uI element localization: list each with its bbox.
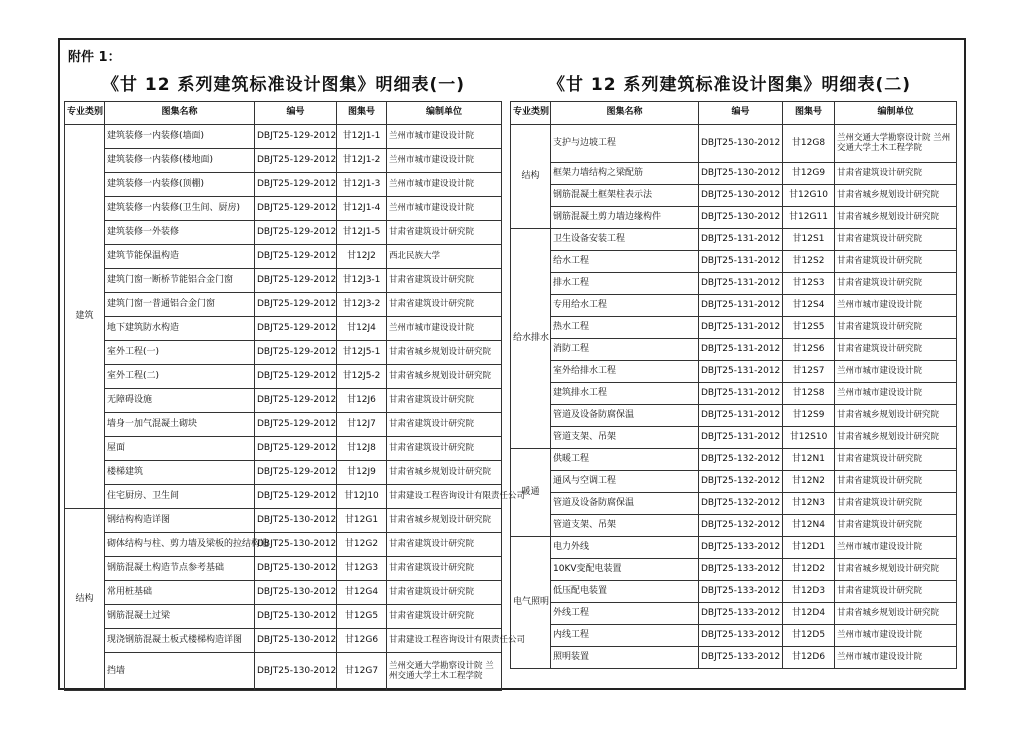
atlas-name-cell: 钢筋混凝土框架柱表示法 (551, 185, 699, 207)
atlas-name-cell: 通风与空调工程 (551, 471, 699, 493)
table-row (65, 629, 502, 653)
atlas-name-cell: 框架力墙结构之梁配筋 (551, 163, 699, 185)
atlas-no-cell: 甘12G3 (337, 557, 387, 581)
atlas-name-cell: 供暖工程 (551, 449, 699, 471)
table-row (65, 317, 502, 341)
code-cell: DBJT25-129-2012 (255, 149, 337, 173)
atlas-no-cell: 甘12D3 (783, 581, 835, 603)
code-cell: DBJT25-133-2012 (699, 647, 783, 669)
category-cell: 建筑 (65, 125, 105, 509)
code-cell: DBJT25-131-2012 (699, 427, 783, 449)
code-cell: DBJT25-130-2012 (699, 125, 783, 163)
atlas-name-cell: 低压配电装置 (551, 581, 699, 603)
atlas-name-cell: 支护与边坡工程 (551, 125, 699, 163)
editor-cell: 甘肃省城乡规划设计研究院 (835, 207, 957, 229)
code-cell: DBJT25-133-2012 (699, 581, 783, 603)
table-row (511, 251, 957, 273)
atlas-name-cell: 给水工程 (551, 251, 699, 273)
code-cell: DBJT25-131-2012 (699, 383, 783, 405)
atlas-no-cell: 甘12J4 (337, 317, 387, 341)
editor-cell: 甘肃省建筑设计研究院 (387, 533, 502, 557)
atlas-name-cell: 电力外线 (551, 537, 699, 559)
editor-cell: 甘肃省建筑设计研究院 (835, 471, 957, 493)
editor-cell: 甘肃省建筑设计研究院 (387, 389, 502, 413)
atlas-name-cell: 挡墙 (105, 653, 255, 691)
atlas-no-cell: 甘12S9 (783, 405, 835, 427)
table-row (511, 625, 957, 647)
table-row (65, 437, 502, 461)
editor-cell: 甘肃省城乡规划设计研究院 (387, 461, 502, 485)
code-cell: DBJT25-130-2012 (255, 605, 337, 629)
editor-cell: 兰州市城市建设设计院 (835, 383, 957, 405)
table-row (65, 581, 502, 605)
editor-cell: 甘肃省建筑设计研究院 (835, 273, 957, 295)
atlas-no-cell: 甘12G1 (337, 509, 387, 533)
atlas-no-cell: 甘12D1 (783, 537, 835, 559)
atlas-no-cell: 甘12J1-3 (337, 173, 387, 197)
code-cell: DBJT25-130-2012 (699, 163, 783, 185)
editor-cell: 兰州交通大学勘察设计院 兰州交通大学土木工程学院 (835, 125, 957, 163)
editor-cell: 甘肃省建筑设计研究院 (387, 581, 502, 605)
header-editor: 编制单位 (835, 102, 957, 125)
editor-cell: 甘肃省建筑设计研究院 (387, 293, 502, 317)
atlas-no-cell: 甘12D2 (783, 559, 835, 581)
editor-cell: 甘肃省建筑设计研究院 (387, 437, 502, 461)
atlas-name-cell: 钢筋混凝土构造节点参考基础 (105, 557, 255, 581)
atlas-name-cell: 钢筋混凝土过梁 (105, 605, 255, 629)
editor-cell: 甘肃省城乡规划设计研究院 (387, 509, 502, 533)
atlas-name-cell: 建筑装修一内装修(卫生间、厨房) (105, 197, 255, 221)
atlas-name-cell: 砌体结构与柱、剪力墙及梁板的拉结构造 (105, 533, 255, 557)
atlas-name-cell: 热水工程 (551, 317, 699, 339)
atlas-name-cell: 管道及设备防腐保温 (551, 405, 699, 427)
table-row (511, 493, 957, 515)
atlas-no-cell: 甘12J5-1 (337, 341, 387, 365)
editor-cell: 甘肃建设工程咨询设计有限责任公司 (387, 629, 502, 653)
table-row (65, 245, 502, 269)
attachment-label: 附件 1： (68, 50, 121, 65)
table-row (511, 361, 957, 383)
atlas-no-cell: 甘12S10 (783, 427, 835, 449)
header-atlas-no: 图集号 (783, 102, 835, 125)
category-cell: 给水排水 (511, 229, 551, 449)
editor-cell: 甘肃省建筑设计研究院 (387, 269, 502, 293)
atlas-name-cell: 无障碍设施 (105, 389, 255, 413)
atlas-name-cell: 住宅厨房、卫生间 (105, 485, 255, 509)
atlas-no-cell: 甘12N2 (783, 471, 835, 493)
editor-cell: 甘肃省建筑设计研究院 (387, 557, 502, 581)
atlas-no-cell: 甘12G9 (783, 163, 835, 185)
atlas-name-cell: 排水工程 (551, 273, 699, 295)
editor-cell: 兰州市城市建设设计院 (835, 625, 957, 647)
table-row (511, 449, 957, 471)
atlas-no-cell: 甘12J2 (337, 245, 387, 269)
editor-cell: 兰州交通大学勘察设计院 兰州交通大学土木工程学院 (387, 653, 502, 691)
atlas-name-cell: 管道支架、吊架 (551, 427, 699, 449)
header-atlas-name: 图集名称 (551, 102, 699, 125)
atlas-no-cell: 甘12G10 (783, 185, 835, 207)
atlas-no-cell: 甘12J1-4 (337, 197, 387, 221)
code-cell: DBJT25-129-2012 (255, 173, 337, 197)
category-cell: 电气照明 (511, 537, 551, 669)
code-cell: DBJT25-132-2012 (699, 471, 783, 493)
editor-cell: 甘肃省城乡规划设计研究院 (835, 603, 957, 625)
atlas-no-cell: 甘12N4 (783, 515, 835, 537)
code-cell: DBJT25-133-2012 (699, 603, 783, 625)
editor-cell: 兰州市城市建设设计院 (835, 647, 957, 669)
code-cell: DBJT25-129-2012 (255, 461, 337, 485)
table-row (65, 197, 502, 221)
atlas-no-cell: 甘12J10 (337, 485, 387, 509)
atlas-no-cell: 甘12S4 (783, 295, 835, 317)
table2-title: 《甘 12 系列建筑标准设计图集》明细表(二) (548, 75, 912, 95)
editor-cell: 甘肃省建筑设计研究院 (387, 221, 502, 245)
code-cell: DBJT25-129-2012 (255, 413, 337, 437)
editor-cell: 甘肃省城乡规划设计研究院 (835, 185, 957, 207)
table-row (65, 173, 502, 197)
table-row (511, 163, 957, 185)
code-cell: DBJT25-129-2012 (255, 485, 337, 509)
table-row (65, 653, 502, 691)
table-row (65, 269, 502, 293)
atlas-no-cell: 甘12D5 (783, 625, 835, 647)
table-row (511, 273, 957, 295)
atlas-no-cell: 甘12S5 (783, 317, 835, 339)
code-cell: DBJT25-130-2012 (255, 629, 337, 653)
atlas-name-cell: 照明装置 (551, 647, 699, 669)
table-row (65, 221, 502, 245)
category-cell: 暖通 (511, 449, 551, 537)
table-row (65, 365, 502, 389)
code-cell: DBJT25-131-2012 (699, 317, 783, 339)
atlas-no-cell: 甘12G11 (783, 207, 835, 229)
table-row (65, 293, 502, 317)
table-row (511, 559, 957, 581)
atlas-name-cell: 室外工程(二) (105, 365, 255, 389)
atlas-name-cell: 建筑门窗一普通铝合金门窗 (105, 293, 255, 317)
table-row (65, 533, 502, 557)
editor-cell: 甘肃省建筑设计研究院 (835, 515, 957, 537)
code-cell: DBJT25-129-2012 (255, 293, 337, 317)
editor-cell: 西北民族大学 (387, 245, 502, 269)
code-cell: DBJT25-129-2012 (255, 341, 337, 365)
code-cell: DBJT25-129-2012 (255, 365, 337, 389)
atlas-name-cell: 内线工程 (551, 625, 699, 647)
code-cell: DBJT25-130-2012 (255, 557, 337, 581)
atlas-name-cell: 10KV变配电装置 (551, 559, 699, 581)
editor-cell: 兰州市城市建设设计院 (387, 197, 502, 221)
atlas-name-cell: 管道支架、吊架 (551, 515, 699, 537)
atlas-name-cell: 常用桩基础 (105, 581, 255, 605)
atlas-no-cell: 甘12G7 (337, 653, 387, 691)
atlas-no-cell: 甘12J9 (337, 461, 387, 485)
atlas-no-cell: 甘12S8 (783, 383, 835, 405)
editor-cell: 甘肃省建筑设计研究院 (835, 317, 957, 339)
code-cell: DBJT25-129-2012 (255, 269, 337, 293)
table-row (511, 229, 957, 251)
table-row (65, 389, 502, 413)
atlas-name-cell: 地下建筑防水构造 (105, 317, 255, 341)
header-category: 专业类别 (511, 102, 551, 125)
code-cell: DBJT25-132-2012 (699, 493, 783, 515)
table-row (511, 383, 957, 405)
table-row (65, 461, 502, 485)
editor-cell: 甘肃省城乡规划设计研究院 (387, 365, 502, 389)
table-row (511, 537, 957, 559)
code-cell: DBJT25-131-2012 (699, 361, 783, 383)
atlas-no-cell: 甘12J3-2 (337, 293, 387, 317)
atlas-name-cell: 建筑装修一内装修(顶棚) (105, 173, 255, 197)
atlas-name-cell: 室外工程(一) (105, 341, 255, 365)
atlas-name-cell: 建筑排水工程 (551, 383, 699, 405)
code-cell: DBJT25-130-2012 (255, 509, 337, 533)
atlas-no-cell: 甘12S7 (783, 361, 835, 383)
editor-cell: 兰州市城市建设设计院 (387, 173, 502, 197)
atlas-no-cell: 甘12J1-2 (337, 149, 387, 173)
table-header-row (511, 102, 957, 125)
table-row (511, 295, 957, 317)
atlas-no-cell: 甘12G5 (337, 605, 387, 629)
atlas-name-cell: 楼梯建筑 (105, 461, 255, 485)
atlas-no-cell: 甘12G6 (337, 629, 387, 653)
atlas-name-cell: 建筑装修一外装修 (105, 221, 255, 245)
code-cell: DBJT25-133-2012 (699, 625, 783, 647)
atlas-no-cell: 甘12J5-2 (337, 365, 387, 389)
atlas-name-cell: 建筑节能保温构造 (105, 245, 255, 269)
editor-cell: 甘肃省建筑设计研究院 (835, 449, 957, 471)
atlas-no-cell: 甘12J3-1 (337, 269, 387, 293)
table-row (65, 341, 502, 365)
code-cell: DBJT25-131-2012 (699, 229, 783, 251)
editor-cell: 甘肃省建筑设计研究院 (835, 229, 957, 251)
code-cell: DBJT25-130-2012 (255, 581, 337, 605)
atlas-name-cell: 钢筋混凝土剪力墙边缘构件 (551, 207, 699, 229)
table-row (511, 515, 957, 537)
editor-cell: 甘肃省建筑设计研究院 (835, 163, 957, 185)
atlas-no-cell: 甘12S6 (783, 339, 835, 361)
editor-cell: 兰州市城市建设设计院 (835, 537, 957, 559)
category-cell: 结构 (511, 125, 551, 229)
table-row (65, 509, 502, 533)
atlas-name-cell: 室外给排水工程 (551, 361, 699, 383)
code-cell: DBJT25-131-2012 (699, 339, 783, 361)
atlas-no-cell: 甘12G4 (337, 581, 387, 605)
editor-cell: 甘肃省城乡规划设计研究院 (387, 341, 502, 365)
atlas-name-cell: 管道及设备防腐保温 (551, 493, 699, 515)
code-cell: DBJT25-133-2012 (699, 559, 783, 581)
code-cell: DBJT25-129-2012 (255, 389, 337, 413)
table-header-row (65, 102, 502, 125)
editor-cell: 兰州市城市建设设计院 (387, 317, 502, 341)
table-row (511, 647, 957, 669)
atlas-no-cell: 甘12S2 (783, 251, 835, 273)
editor-cell: 兰州市城市建设设计院 (387, 125, 502, 149)
code-cell: DBJT25-129-2012 (255, 221, 337, 245)
editor-cell: 甘肃省建筑设计研究院 (387, 413, 502, 437)
editor-cell: 甘肃省城乡规划设计研究院 (835, 405, 957, 427)
code-cell: DBJT25-131-2012 (699, 251, 783, 273)
code-cell: DBJT25-129-2012 (255, 125, 337, 149)
header-category: 专业类别 (65, 102, 105, 125)
editor-cell: 兰州市城市建设设计院 (835, 361, 957, 383)
table-row (511, 207, 957, 229)
category-cell: 结构 (65, 509, 105, 691)
editor-cell: 甘肃省建筑设计研究院 (835, 581, 957, 603)
table-row (65, 413, 502, 437)
code-cell: DBJT25-130-2012 (699, 185, 783, 207)
editor-cell: 甘肃省城乡规划设计研究院 (835, 427, 957, 449)
atlas-no-cell: 甘12N3 (783, 493, 835, 515)
header-atlas-name: 图集名称 (105, 102, 255, 125)
table-row (511, 427, 957, 449)
atlas-name-cell: 钢结构构造详图 (105, 509, 255, 533)
detail-table-1 (64, 101, 526, 691)
atlas-name-cell: 建筑门窗一断桥节能铝合金门窗 (105, 269, 255, 293)
code-cell: DBJT25-130-2012 (255, 653, 337, 691)
table-row (511, 185, 957, 207)
editor-cell: 甘肃省建筑设计研究院 (835, 339, 957, 361)
atlas-no-cell: 甘12S3 (783, 273, 835, 295)
atlas-name-cell: 屋面 (105, 437, 255, 461)
code-cell: DBJT25-132-2012 (699, 515, 783, 537)
code-cell: DBJT25-129-2012 (255, 437, 337, 461)
table-row (65, 605, 502, 629)
header-editor: 编制单位 (387, 102, 502, 125)
editor-cell: 甘肃省建筑设计研究院 (835, 493, 957, 515)
header-code: 编号 (255, 102, 337, 125)
atlas-name-cell: 卫生设备安装工程 (551, 229, 699, 251)
table-row (65, 149, 502, 173)
editor-cell: 甘肃建设工程咨询设计有限责任公司 (387, 485, 502, 509)
atlas-name-cell: 消防工程 (551, 339, 699, 361)
atlas-no-cell: 甘12J8 (337, 437, 387, 461)
atlas-no-cell: 甘12J1-5 (337, 221, 387, 245)
code-cell: DBJT25-130-2012 (255, 533, 337, 557)
table1-title: 《甘 12 系列建筑标准设计图集》明细表(一) (102, 75, 466, 95)
table-row (65, 125, 502, 149)
table-row (511, 603, 957, 625)
atlas-name-cell: 墙身一加气混凝土砌块 (105, 413, 255, 437)
atlas-no-cell: 甘12G8 (783, 125, 835, 163)
table-row (511, 125, 957, 163)
atlas-name-cell: 外线工程 (551, 603, 699, 625)
table-row (65, 557, 502, 581)
table-row (511, 471, 957, 493)
code-cell: DBJT25-132-2012 (699, 449, 783, 471)
atlas-no-cell: 甘12D6 (783, 647, 835, 669)
atlas-name-cell: 建筑装修一内装修(墙面) (105, 125, 255, 149)
code-cell: DBJT25-131-2012 (699, 273, 783, 295)
atlas-name-cell: 专用给水工程 (551, 295, 699, 317)
code-cell: DBJT25-130-2012 (699, 207, 783, 229)
atlas-no-cell: 甘12D4 (783, 603, 835, 625)
atlas-no-cell: 甘12S1 (783, 229, 835, 251)
table-row (511, 339, 957, 361)
atlas-name-cell: 建筑装修一内装修(楼地面) (105, 149, 255, 173)
table-row (511, 581, 957, 603)
code-cell: DBJT25-131-2012 (699, 405, 783, 427)
table-row (511, 405, 957, 427)
editor-cell: 甘肃省建筑设计研究院 (387, 605, 502, 629)
code-cell: DBJT25-129-2012 (255, 245, 337, 269)
editor-cell: 兰州市城市建设设计院 (387, 149, 502, 173)
code-cell: DBJT25-133-2012 (699, 537, 783, 559)
atlas-name-cell: 现浇钢筋混凝土板式楼梯构造详图 (105, 629, 255, 653)
code-cell: DBJT25-129-2012 (255, 317, 337, 341)
header-atlas-no: 图集号 (337, 102, 387, 125)
table-row (65, 485, 502, 509)
code-cell: DBJT25-129-2012 (255, 197, 337, 221)
table-row (511, 317, 957, 339)
atlas-no-cell: 甘12J7 (337, 413, 387, 437)
editor-cell: 甘肃省建筑设计研究院 (835, 251, 957, 273)
atlas-no-cell: 甘12G2 (337, 533, 387, 557)
header-code: 编号 (699, 102, 783, 125)
detail-table-2 (510, 101, 957, 669)
atlas-no-cell: 甘12N1 (783, 449, 835, 471)
code-cell: DBJT25-131-2012 (699, 295, 783, 317)
atlas-no-cell: 甘12J1-1 (337, 125, 387, 149)
editor-cell: 兰州市城市建设设计院 (835, 295, 957, 317)
editor-cell: 甘肃省城乡规划设计研究院 (835, 559, 957, 581)
atlas-no-cell: 甘12J6 (337, 389, 387, 413)
